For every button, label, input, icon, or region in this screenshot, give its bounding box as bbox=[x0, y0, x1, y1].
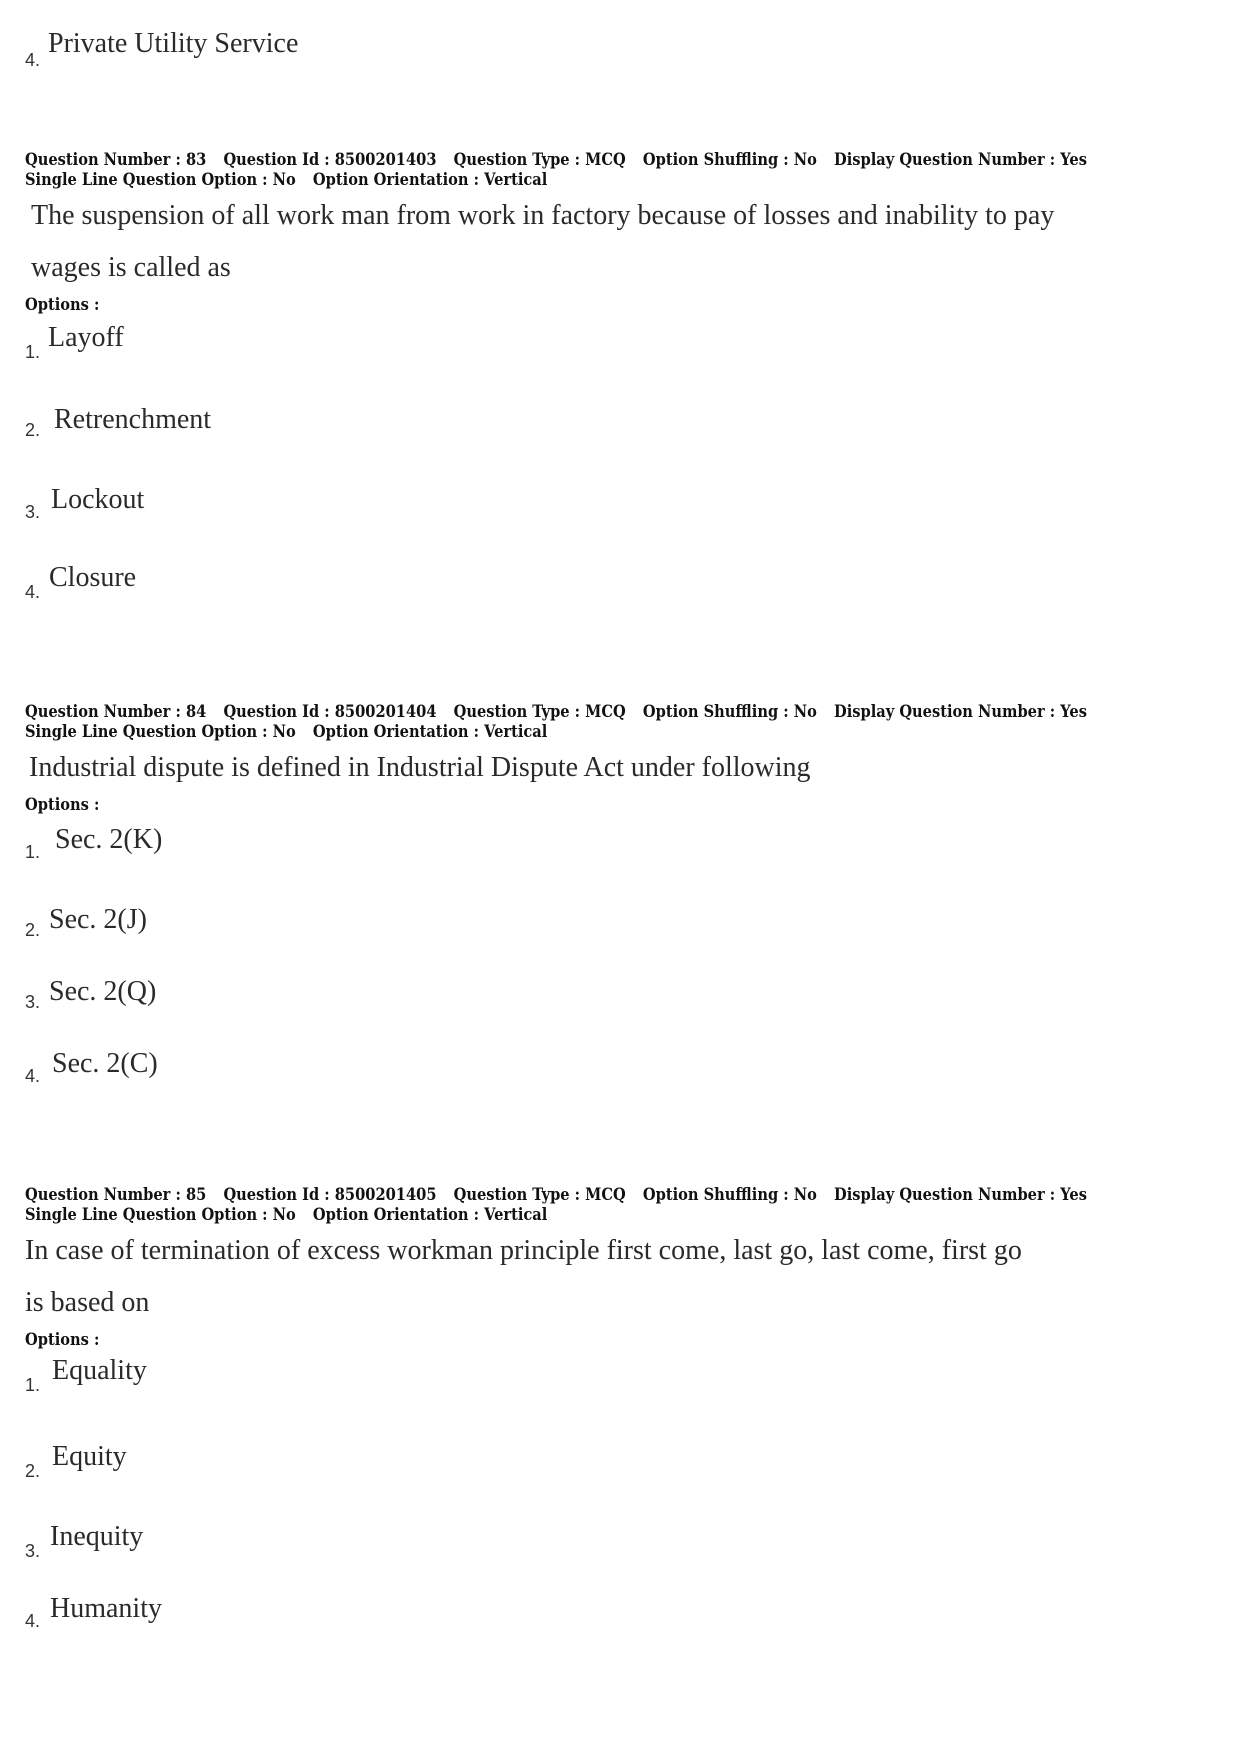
question-block-84 bbox=[25, 702, 1215, 1098]
option-number: 4. bbox=[25, 582, 41, 602]
option-number: 1. bbox=[25, 1375, 41, 1395]
option-text: Sec. 2(J) bbox=[49, 904, 147, 935]
display-question-number: Yes bbox=[1060, 702, 1087, 722]
question-id: 8500201404 bbox=[334, 702, 437, 722]
option-text: Equity bbox=[52, 1441, 127, 1472]
option-3 bbox=[25, 484, 1215, 562]
question-meta-line-1: Question Number : 83 Question Id : 8500201403 Question Type : MCQ Option Shuffling : No Display Question Number : Yes bbox=[25, 150, 1087, 170]
option-text: Layoff bbox=[48, 322, 124, 353]
option-shuffling: No bbox=[793, 1185, 817, 1205]
option-text: Inequity bbox=[50, 1521, 144, 1552]
option-text: Lockout bbox=[51, 484, 145, 515]
question-text bbox=[31, 190, 1151, 294]
options-label: Options : bbox=[25, 295, 100, 315]
question-type: MCQ bbox=[585, 1185, 626, 1205]
option-1 bbox=[25, 322, 1215, 404]
question-id: 8500201403 bbox=[334, 150, 437, 170]
option-2 bbox=[25, 904, 1215, 976]
option-3 bbox=[25, 1521, 1215, 1593]
question-text bbox=[25, 1225, 1145, 1329]
question-text-line: In case of termination of excess workman principle first come, last go, last come, first go bbox=[25, 1235, 1022, 1266]
option-text: Sec. 2(K) bbox=[55, 824, 163, 855]
option-4 bbox=[25, 1593, 1215, 1643]
question-meta-line-2: Single Line Question Option : No Option Orientation : Vertical bbox=[25, 170, 548, 190]
option-number: 3. bbox=[25, 992, 41, 1012]
option-number: 2. bbox=[25, 420, 41, 440]
option-shuffling: No bbox=[793, 150, 817, 170]
question-text bbox=[29, 742, 1149, 794]
option-orientation: Vertical bbox=[484, 170, 548, 190]
option-orientation: Vertical bbox=[484, 1205, 548, 1225]
question-text-line: The suspension of all work man from work in factory because of losses and inability to pay bbox=[31, 200, 1055, 231]
option-text: Closure bbox=[49, 562, 137, 593]
option-number: 4. bbox=[25, 1066, 41, 1086]
question-text-line: is based on bbox=[25, 1287, 150, 1318]
option-text: Humanity bbox=[50, 1593, 162, 1624]
option-number: 3. bbox=[25, 1541, 41, 1561]
question-block-83 bbox=[25, 150, 1215, 612]
question-text-line: Industrial dispute is defined in Industrial Dispute Act under following bbox=[29, 752, 811, 783]
option-shuffling: No bbox=[793, 702, 817, 722]
option-text: Sec. 2(C) bbox=[52, 1048, 158, 1079]
option-text: Sec. 2(Q) bbox=[49, 976, 157, 1007]
question-meta-line-2: Single Line Question Option : No Option Orientation : Vertical bbox=[25, 722, 548, 742]
question-number: 84 bbox=[185, 702, 207, 722]
option-orientation: Vertical bbox=[484, 722, 548, 742]
option-number: 4. bbox=[25, 1611, 41, 1631]
question-number: 85 bbox=[185, 1185, 207, 1205]
display-question-number: Yes bbox=[1060, 1185, 1087, 1205]
option-1 bbox=[25, 1355, 1215, 1441]
options-list bbox=[25, 824, 1215, 1098]
question-meta-line-1: Question Number : 85 Question Id : 8500201405 Question Type : MCQ Option Shuffling : No Display Question Number : Yes bbox=[25, 1185, 1087, 1205]
question-type: MCQ bbox=[585, 702, 626, 722]
options-list bbox=[25, 1355, 1215, 1643]
single-line-question-option: No bbox=[272, 1205, 296, 1225]
option-3 bbox=[25, 976, 1215, 1048]
option-number: 1. bbox=[25, 842, 41, 862]
option-2 bbox=[25, 404, 1215, 484]
option-text: Equality bbox=[52, 1355, 147, 1386]
option-number: 2. bbox=[25, 920, 41, 940]
options-label: Options : bbox=[25, 795, 100, 815]
option-number: 4. bbox=[25, 50, 41, 70]
question-block-85 bbox=[25, 1185, 1215, 1643]
option-4 bbox=[25, 1048, 1215, 1098]
single-line-question-option: No bbox=[272, 170, 296, 190]
question-meta-line-2: Single Line Question Option : No Option Orientation : Vertical bbox=[25, 1205, 548, 1225]
option-text: Retrenchment bbox=[54, 404, 212, 435]
single-line-question-option: No bbox=[272, 722, 296, 742]
previous-question-option-4 bbox=[25, 28, 1215, 78]
option-1 bbox=[25, 824, 1215, 904]
option-number: 1. bbox=[25, 342, 41, 362]
question-type: MCQ bbox=[585, 150, 626, 170]
option-2 bbox=[25, 1441, 1215, 1521]
option-4 bbox=[25, 562, 1215, 612]
question-number: 83 bbox=[185, 150, 207, 170]
options-list bbox=[25, 322, 1215, 612]
question-id: 8500201405 bbox=[334, 1185, 437, 1205]
options-label: Options : bbox=[25, 1330, 100, 1350]
option-number: 2. bbox=[25, 1461, 41, 1481]
display-question-number: Yes bbox=[1060, 150, 1087, 170]
question-text-line: wages is called as bbox=[31, 252, 231, 283]
option-number: 3. bbox=[25, 502, 41, 522]
option-text: Private Utility Service bbox=[48, 28, 299, 59]
question-meta-line-1: Question Number : 84 Question Id : 8500201404 Question Type : MCQ Option Shuffling : No Display Question Number : Yes bbox=[25, 702, 1087, 722]
